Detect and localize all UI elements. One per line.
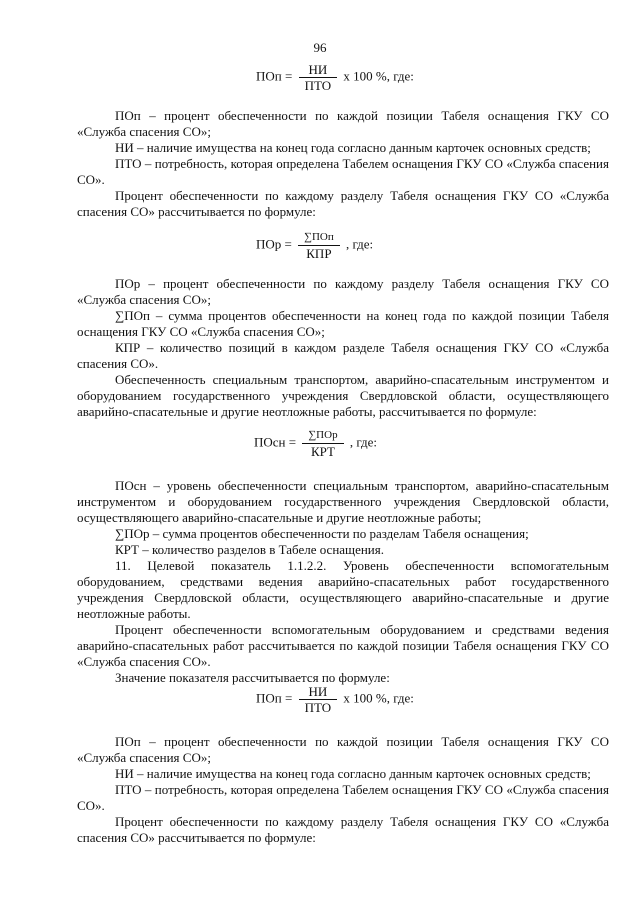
formula-denominator: ПТО: [304, 700, 332, 715]
formula-numerator: ∑ПОр: [302, 428, 343, 444]
paragraph: НИ – наличие имущества на конец года согласно данным карточек основных средств;: [115, 766, 591, 781]
paragraph: Процент обеспеченности по каждому разделу Табеля оснащения ГКУ СО «Служба спасения СО» рассчитывается по формуле:: [77, 814, 609, 845]
paragraph: НИ – наличие имущества на конец года согласно данным карточек основных средств;: [115, 140, 591, 155]
formula-lhs: ПОр =: [256, 236, 292, 252]
paragraph: ПТО – потребность, которая определена Табелем оснащения ГКУ СО «Служба спасения СО».: [77, 782, 609, 813]
formula-fraction: [298, 230, 340, 261]
paragraph: Значение показателя рассчитывается по формуле:: [115, 670, 390, 685]
paragraph: Обеспеченность специальным транспортом, аварийно-спасательным инструментом и оборудованием государственного учреждения Свердловской области, осуществляющего аварийно-спасательные и другие неотложные работы, рассчитывается по формуле:: [77, 372, 609, 419]
formula-denominator: ПТО: [304, 78, 332, 93]
formula-lhs: ПОп =: [256, 68, 293, 84]
paragraph: ПОр – процент обеспеченности по каждому разделу Табеля оснащения ГКУ СО «Служба спасения СО»;: [77, 276, 609, 307]
formula-numerator: ∑ПОп: [298, 230, 340, 246]
formula-por: [256, 230, 373, 261]
formula-rhs: х 100 %, где:: [343, 690, 414, 706]
paragraph: ПТО – потребность, которая определена Табелем оснащения ГКУ СО «Служба спасения СО».: [77, 156, 609, 187]
formula-denominator: КПР: [306, 246, 332, 261]
paragraph: ПОп – процент обеспеченности по каждой позиции Табеля оснащения ГКУ СО «Служба спасения СО»;: [77, 108, 609, 139]
paragraph: ПОсн – уровень обеспеченности специальным транспортом, аварийно-спасательным инструментом и оборудованием государственного учреждения Свердловской области, осуществляющего аварийно-спасательные и другие неотложные работы;: [77, 478, 609, 525]
paragraph: КПР – количество позиций в каждом разделе Табеля оснащения ГКУ СО «Служба спасения СО».: [77, 340, 609, 371]
formula-posn: [254, 428, 377, 459]
formula-fraction: [299, 62, 338, 93]
paragraph: ∑ПОр – сумма процентов обеспеченности по разделам Табеля оснащения;: [115, 526, 529, 541]
formula-fraction: [302, 428, 343, 459]
formula-denominator: КРТ: [310, 444, 335, 459]
formula-pop: [256, 62, 414, 93]
formula-rhs: , где:: [349, 434, 378, 450]
paragraph: ПОп – процент обеспеченности по каждой позиции Табеля оснащения ГКУ СО «Служба спасения СО»;: [77, 734, 609, 765]
paragraph: ∑ПОп – сумма процентов обеспеченности на конец года по каждой позиции Табеля оснащения ГКУ СО «Служба спасения СО»;: [77, 308, 609, 339]
formula-lhs: ПОсн =: [254, 434, 297, 450]
formula-numerator: НИ: [299, 62, 338, 78]
paragraph: Процент обеспеченности вспомогательным оборудованием и средствами ведения аварийно-спасательных работ рассчитывается по каждой позиции Табеля оснащения ГКУ СО «Служба спасения СО».: [77, 622, 609, 669]
paragraph: КРТ – количество разделов в Табеле оснащения.: [115, 542, 384, 557]
formula-pop-2: [256, 684, 414, 715]
paragraph: Процент обеспеченности по каждому разделу Табеля оснащения ГКУ СО «Служба спасения СО» рассчитывается по формуле:: [77, 188, 609, 219]
formula-lhs: ПОп =: [256, 690, 293, 706]
formula-rhs: , где:: [345, 236, 374, 252]
page-number: 96: [313, 40, 327, 55]
formula-rhs: х 100 %, где:: [343, 68, 414, 84]
formula-fraction: [299, 684, 338, 715]
paragraph: 11. Целевой показатель 1.1.2.2. Уровень обеспеченности вспомогательным оборудованием, средствами ведения аварийно-спасательных работ государственного учреждения Свердловской области, осуществляющего аварийно-спасательные и другие неотложные работы.: [77, 558, 609, 621]
formula-numerator: НИ: [299, 684, 338, 700]
